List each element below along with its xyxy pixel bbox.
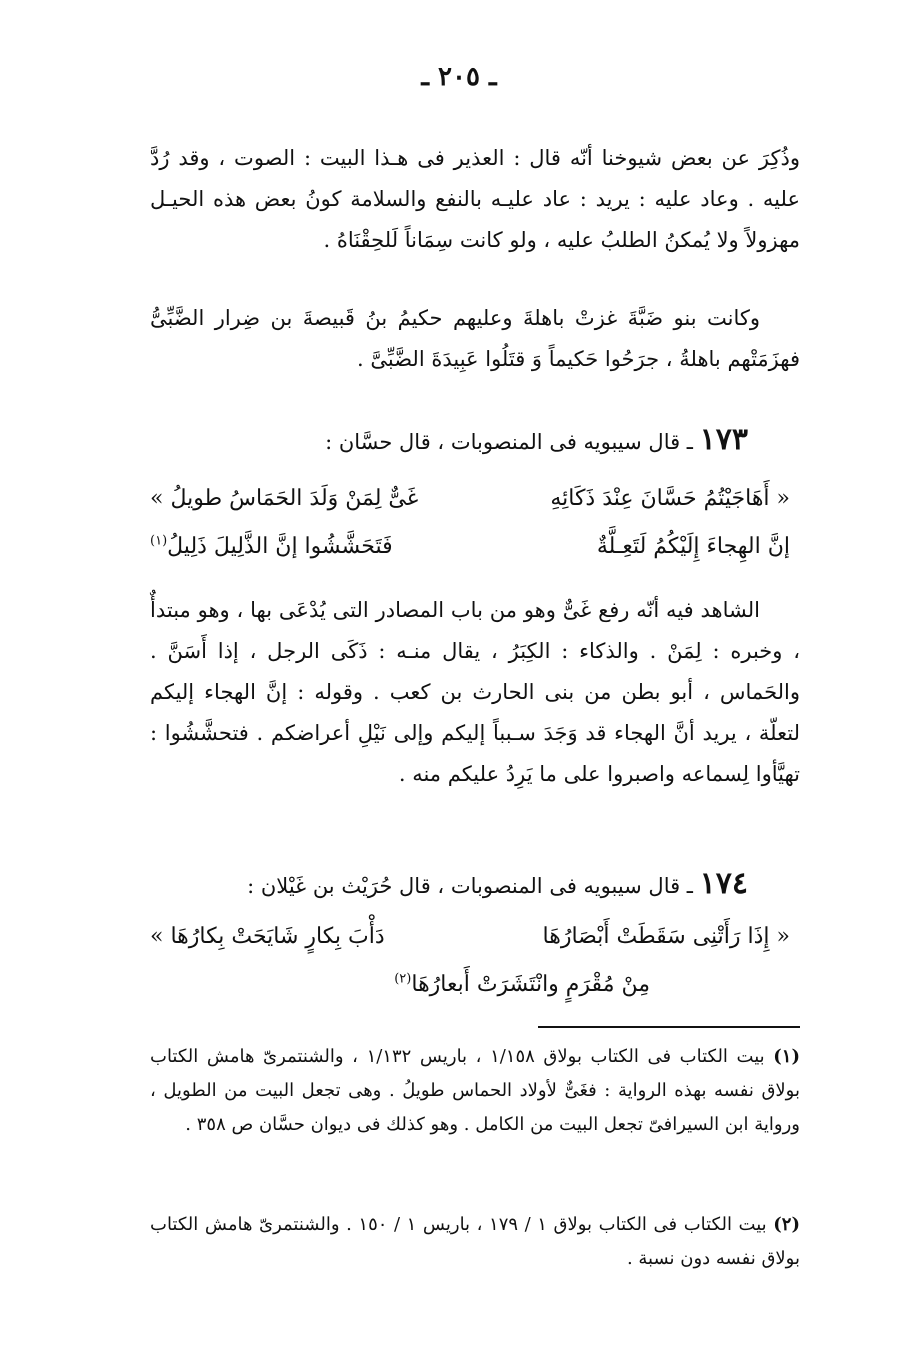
paragraph-commentary-2: وكانت بنو ضَبَّةَ غزتْ باهلةَ وعليهم حكيمُ بنُ قَبيصةَ بن ضِرار الضَّبِّىُّ فهزَمَتْهم باهلةُ ، جرَحُوا حَكيماً وَ قتَلُوا عَبِيدَةَ الضَّبِّىَّ . [150,306,800,371]
footnote-text: بيت الكتاب فى الكتاب بولاق ١/١٥٨ ، باريس ١/١٣٢ ، والشنتمرىّ هامش الكتاب بولاق نفسه بهذه الرواية : فغَىٌّ لأولاد الحماس طويلُ . وهى تجعل البيت من الطويل ، ورواية ابن السيرافىّ تجعل البيت من الكامل . وهو كذلك فى ديوان حسَّان ص ٣٥٨ . [150,1046,800,1135]
entry-heading-text: ـ قال سيبويه فى المنصوبات ، قال حسَّان : [325,430,693,454]
entry-heading-174 [150,864,748,906]
paragraph-commentary-1: وذُكِرَ عن بعض شيوخنا أنّه قال : العذير فى هـذا البيت : الصوت ، وقد رُدَّ عليه . وعاد عليه : يريد : عاد عليـه بالنفع والسلامة كونُ بعض هذه الحيـل مهزولاً ولا يُمكنُ الطلبُ عليه ، ولو كانت سِمَاناً لَلحِقْنَاهُ . [150,146,800,252]
verse-single-hemistich [394,964,650,1006]
footnote-1 [150,1040,800,1142]
verse-second-hemistich: غَىٌّ لِمَنْ وَلَدَ الحَمَاسُ طويلُ » [150,486,419,511]
verse-first-hemistich: « إِذَا رَأَتْنِى سَقَطَتْ أَبْصَارُهَا [542,924,790,949]
verse-line [150,964,790,1006]
verse-second-text: فَتَحَشَّشُوا إنَّ الذَّلِيلَ ذَلِيلُ [167,534,393,559]
footnote-reference: (٢) [394,971,412,987]
entry-heading-173 [150,420,748,462]
verse-first-hemistich: « أَهَاجَيْتُمُ حَسَّانَ عِنْدَ ذَكَائِهِ [550,486,790,511]
verse-single-text: مِنْ مُقْرَمٍ وانْتَشَرَتْ أَبعارُهَا [411,972,650,997]
entry-heading-text: ـ قال سيبويه فى المنصوبات ، قال حُرَيْث بن غَيْلان : [247,874,693,898]
footnote-mark: (٢) [773,1214,800,1235]
verse-line [150,478,790,520]
verse-line [150,526,790,568]
verse-second-hemistich: دَأْبَ بِكارٍ شَايَحَتْ بِكارُهَا » [150,924,385,949]
footnote-text: بيت الكتاب فى الكتاب بولاق ١ / ١٧٩ ، باريس ١ / ١٥٠ . والشنتمرىّ هامش الكتاب بولاق نفسه دون نسبة . [150,1214,800,1269]
footnote-reference: (١) [150,533,168,549]
footnote-divider [538,1026,800,1028]
entry-number: ١٧٣ [699,422,748,457]
entry-number: ١٧٤ [699,866,748,901]
footnote-2 [150,1208,800,1276]
verse-line [150,916,790,958]
page-number: ـ ٢٠٥ ـ [421,62,497,92]
verse-first-hemistich: إنَّ الهِجاءَ إِلَيْكُمُ لَتَعِـلَّةٌ [596,534,790,559]
footnote-mark: (١) [773,1046,800,1067]
paragraph-commentary-3: الشاهد فيه أنّه رفع غَىٌّ وهو من باب المصادر التى يُدْعَى بها ، وهو مبتدأٌ ، وخبره : لِمَنْ . والذكاء : الكِبَرُ ، يقال منـه : ذَكَى الرجل ، إذا أَسَنَّ . والحَماس ، أبو بطن من بنى الحارث بن كعب . وقوله : إنَّ الهجاء إليكم لتعلّة ، يريد أنَّ الهجاء قد وَجَدَ سـبباً إليكم وإلى نَيْلِ أعراضكم . فتحشَّشُوا : تهيَّأوا لِسماعه واصبروا على ما يَرِدُ عليكم منه . [150,598,800,786]
verse-second-hemistich [150,526,393,568]
